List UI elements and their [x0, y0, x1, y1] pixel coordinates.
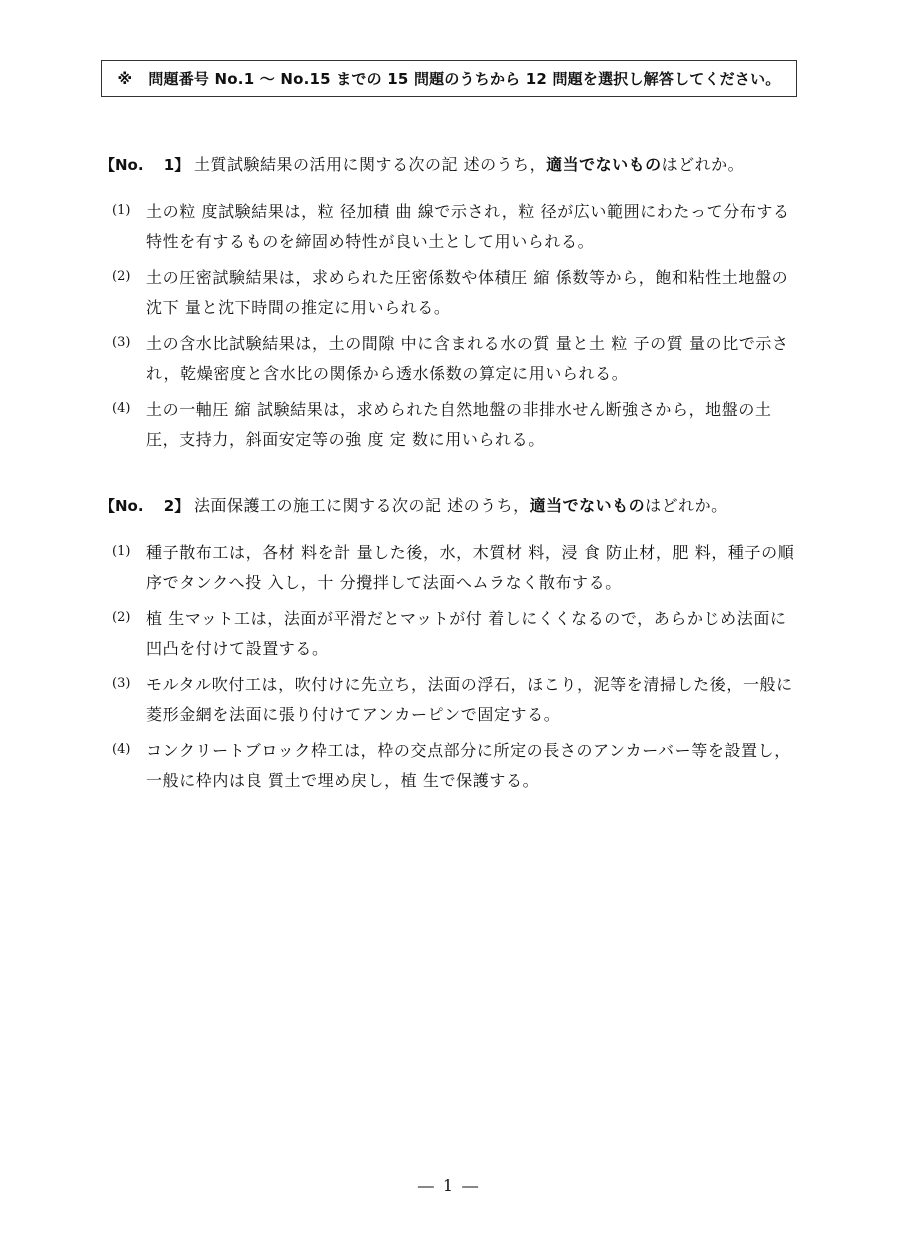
option-text: 土の粒 度試験結果は，粒 径加積 曲 線で示され，粒 径が広い範囲にわたって分布する特性を有するものを締固め特性が良い土として用いられる。 [146, 202, 790, 251]
prompt-emphasis: 適当でないもの [546, 155, 662, 174]
answer-option [100, 263, 800, 323]
question-1 [100, 152, 800, 461]
option-text: 土の含水比試験結果は，土の間隙 中に含まれる水の質 量と土 粒 子の質 量の比で示され，乾燥密度と含水比の関係から透水係数の算定に用いられる。 [146, 334, 789, 383]
option-text: 種子散布工は，各材 料を計 量した後，水，木質材 料，浸 食 防止材，肥 料，種子の順 序でタンクへ投 入し，十 分攪拌して法面へムラなく散布する。 [146, 543, 795, 592]
question-prompt [194, 493, 728, 516]
option-number: (2) [112, 610, 131, 625]
answer-option [100, 538, 800, 598]
option-number: (1) [112, 544, 131, 559]
option-number: (4) [112, 401, 131, 416]
prompt-suffix: はどれか。 [645, 496, 728, 515]
question-2-options [100, 538, 800, 796]
answer-option [100, 395, 800, 455]
answer-option [100, 670, 800, 730]
option-number: (3) [112, 676, 131, 691]
question-prompt [194, 152, 744, 175]
prompt-emphasis: 適当でないもの [529, 496, 646, 515]
option-text: 土の圧密試験結果は，求められた圧密係数や体積圧 縮 係数等から，飽和粘性土地盤の沈下 量と沈下時間の推定に用いられる。 [146, 268, 789, 317]
reference-mark: ※ [117, 69, 133, 88]
question-1-header [100, 152, 800, 175]
option-number: (3) [112, 335, 131, 350]
question-2 [100, 493, 800, 802]
instruction-text: 問題番号 No.1 ～ No.15 までの 15 問題のうちから 12 問題を選択し解答してください。 [148, 70, 781, 88]
page-number: ― 1 ― [417, 1176, 481, 1195]
option-text: モルタル吹付工は，吹付けに先立ち，法面の浮石，ほこり，泥等を清掃した後，一般に菱形金網を法面に張り付けてアンカーピンで固定する。 [146, 675, 793, 724]
option-number: (2) [112, 269, 131, 284]
option-text: コンクリートブロック枠工は，枠の交点部分に所定の長さのアンカーバー等を設置し，一般に枠内は良 質土で埋め戻し，植 生で保護する。 [146, 741, 791, 790]
option-text: 植 生マット工は，法面が平滑だとマットが付 着しにくくなるので，あらかじめ法面に凹凸を付けて設置する。 [146, 609, 787, 658]
prompt-text: 法面保護工の施工に関する次の記 述のうち， [194, 496, 530, 515]
prompt-text: 土質試験結果の活用に関する次の記 述のうち， [194, 155, 547, 174]
answer-option [100, 329, 800, 389]
option-number: (1) [112, 203, 131, 218]
prompt-suffix: はどれか。 [661, 155, 745, 174]
option-text: 土の一軸圧 縮 試験結果は，求められた自然地盤の非排水せん断強さから，地盤の土圧，支持力，斜面安定等の強 度 定 数に用いられる。 [146, 400, 772, 449]
question-number: 【No. 1】 [100, 156, 190, 174]
answer-option [100, 604, 800, 664]
question-2-header [100, 493, 800, 516]
answer-option [100, 197, 800, 257]
question-1-options [100, 197, 800, 455]
instruction-notice-box [101, 60, 797, 97]
option-number: (4) [112, 742, 131, 757]
question-number: 【No. 2】 [100, 497, 190, 515]
answer-option [100, 736, 800, 796]
